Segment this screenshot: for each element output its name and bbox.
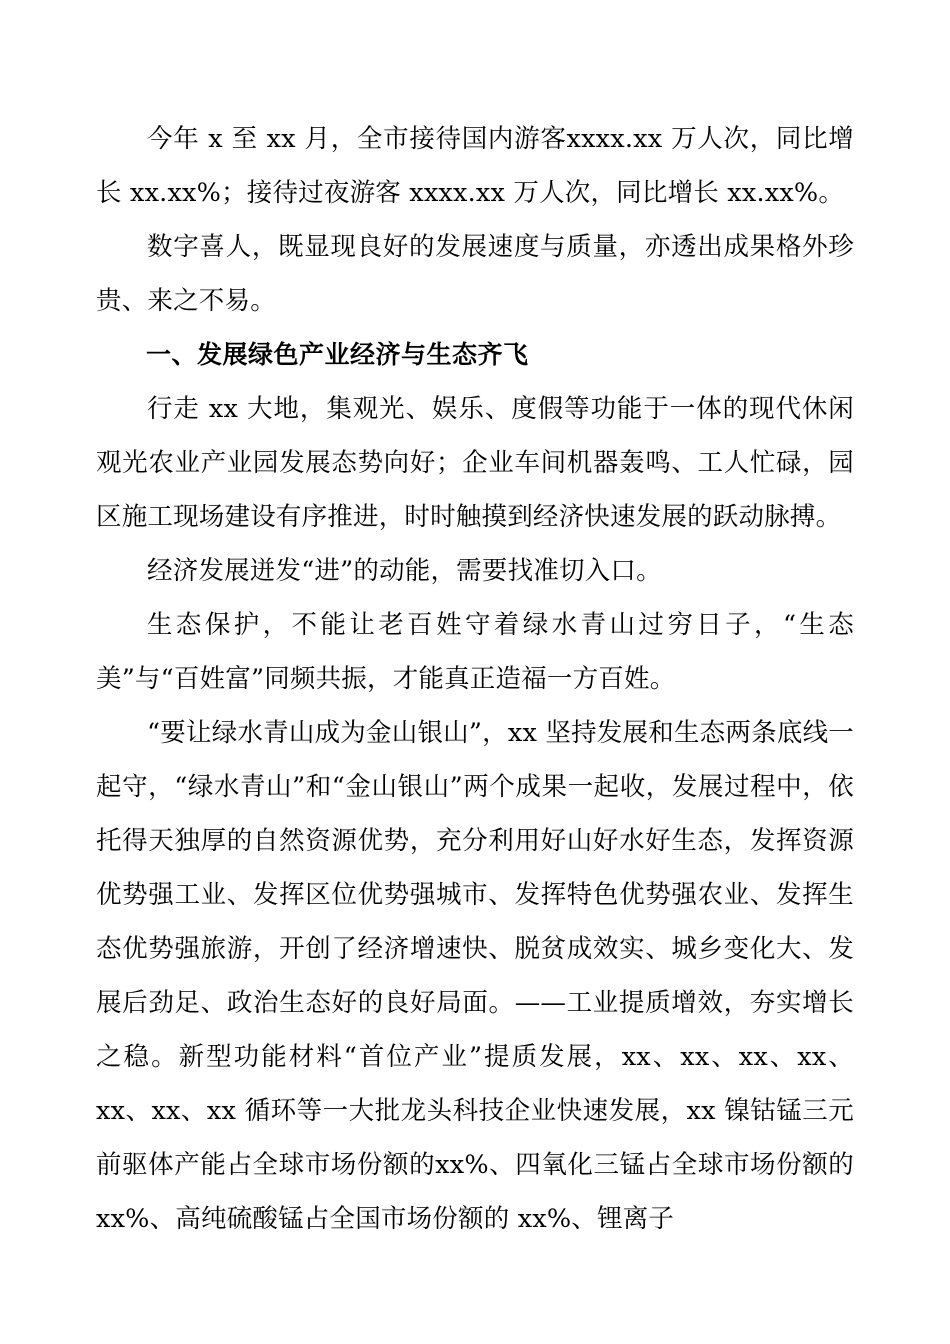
- section-heading-1: 一、发展绿色产业经济与生态齐飞: [146, 340, 529, 369]
- paragraph-3: 行走 xx 大地，集观光、娱乐、度假等功能于一体的现代休闲观光农业产业园发展态势向好；企业车间机器轰鸣、工人忙碌，园区施工现场建设有序推进，时时触摸到经济快速发展的跃动脉搏。: [96, 394, 854, 532]
- paragraph-5: 生态保护，不能让老百姓守着绿水青山过穷日子，“生态美”与“百姓富”同频共振，才能真正造福一方百姓。: [96, 610, 854, 694]
- paragraph-6: “要让绿水青山成为金山银山”，xx 坚持发展和生态两条底线一起守，“绿水青山”和“金山银山”两个成果一起收，发展过程中，依托得天独厚的自然资源优势，充分利用好山好水好生态，发挥资源优势强工业、发挥区位优势强城市、发挥特色优势强农业、发挥生态优势强旅游，开创了经济增速快、脱贫成效实、城乡变化大、发展后劲足、政治生态好的良好局面。——工业提质增效，夯实增长之稳。新型功能材料“首位产业”提质发展，xx、xx、xx、xx、xx、xx、xx 循环等一大批龙头科技企业快速发展，xx 镍钴锰三元前驱体产能占全球市场份额的xx%、四氧化三锰占全球市场份额的 xx%、高纯硫酸锰占全国市场份额的 xx%、锂离子: [96, 718, 854, 1234]
- paragraph-2: 数字喜人，既显现良好的发展速度与质量，亦透出成果格外珍贵、来之不易。: [96, 232, 854, 316]
- paragraph-1: 今年 x 至 xx 月，全市接待国内游客xxxx.xx 万人次，同比增长 xx.xx%；接待过夜游客 xxxx.xx 万人次，同比增长 xx.xx%。: [96, 124, 854, 208]
- document-body: [96, 112, 854, 1246]
- paragraph-4: 经济发展迸发“进”的动能，需要找准切入口。: [147, 556, 662, 586]
